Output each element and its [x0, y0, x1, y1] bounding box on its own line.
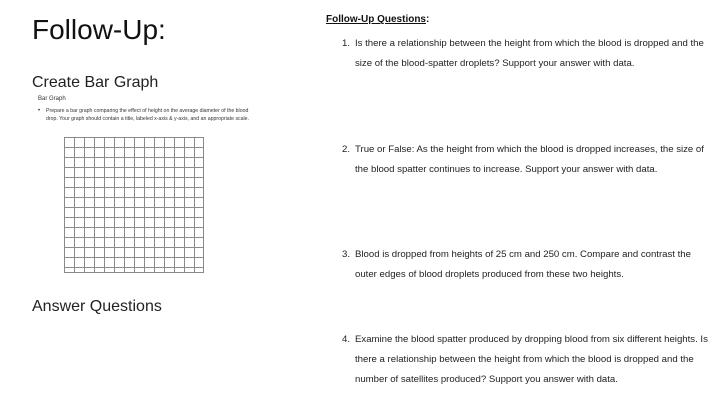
question-number: 4. [342, 334, 351, 345]
question-text: Examine the blood spatter produced by dropping blood from six different heights. Is there a relationship between the height from which the blood is dropped and the number of satellites produced? Support you answer with data. [355, 334, 708, 385]
bar-graph-instructions [38, 96, 268, 122]
graph-paper-grid [64, 137, 204, 273]
follow-up-questions-heading-text: Follow-Up Questions [326, 14, 426, 25]
slide-title: Follow-Up: [32, 14, 166, 45]
create-bar-graph-label: Create Bar Graph [32, 74, 159, 91]
heading-colon: : [426, 14, 430, 25]
question-text: True or False: As the height from which the blood is dropped increases, the size of the blood spatter continues to increase. Support your answer with data. [355, 144, 704, 175]
question-text: Blood is dropped from heights of 25 cm and 250 cm. Compare and contrast the outer edges of blood droplets produced from these two heights. [355, 249, 691, 280]
follow-up-questions-heading [326, 14, 429, 25]
answer-questions-label: Answer Questions [32, 298, 162, 315]
question-number: 1. [342, 38, 351, 49]
bar-graph-instruction-text: Prepare a bar graph comparing the effect of height on the average diameter of the blood drop. Your graph should contain a title, labeled x-axis & y-axis, and an appropriate scale. [46, 108, 250, 122]
question-text: Is there a relationship between the height from which the blood is dropped and the size of the blood-spatter droplets? Support your answer with data. [355, 38, 704, 69]
question-number: 2. [342, 144, 351, 155]
bar-graph-heading: Bar Graph [38, 96, 66, 102]
bullet-marker: • [38, 108, 41, 114]
question-number: 3. [342, 249, 351, 260]
